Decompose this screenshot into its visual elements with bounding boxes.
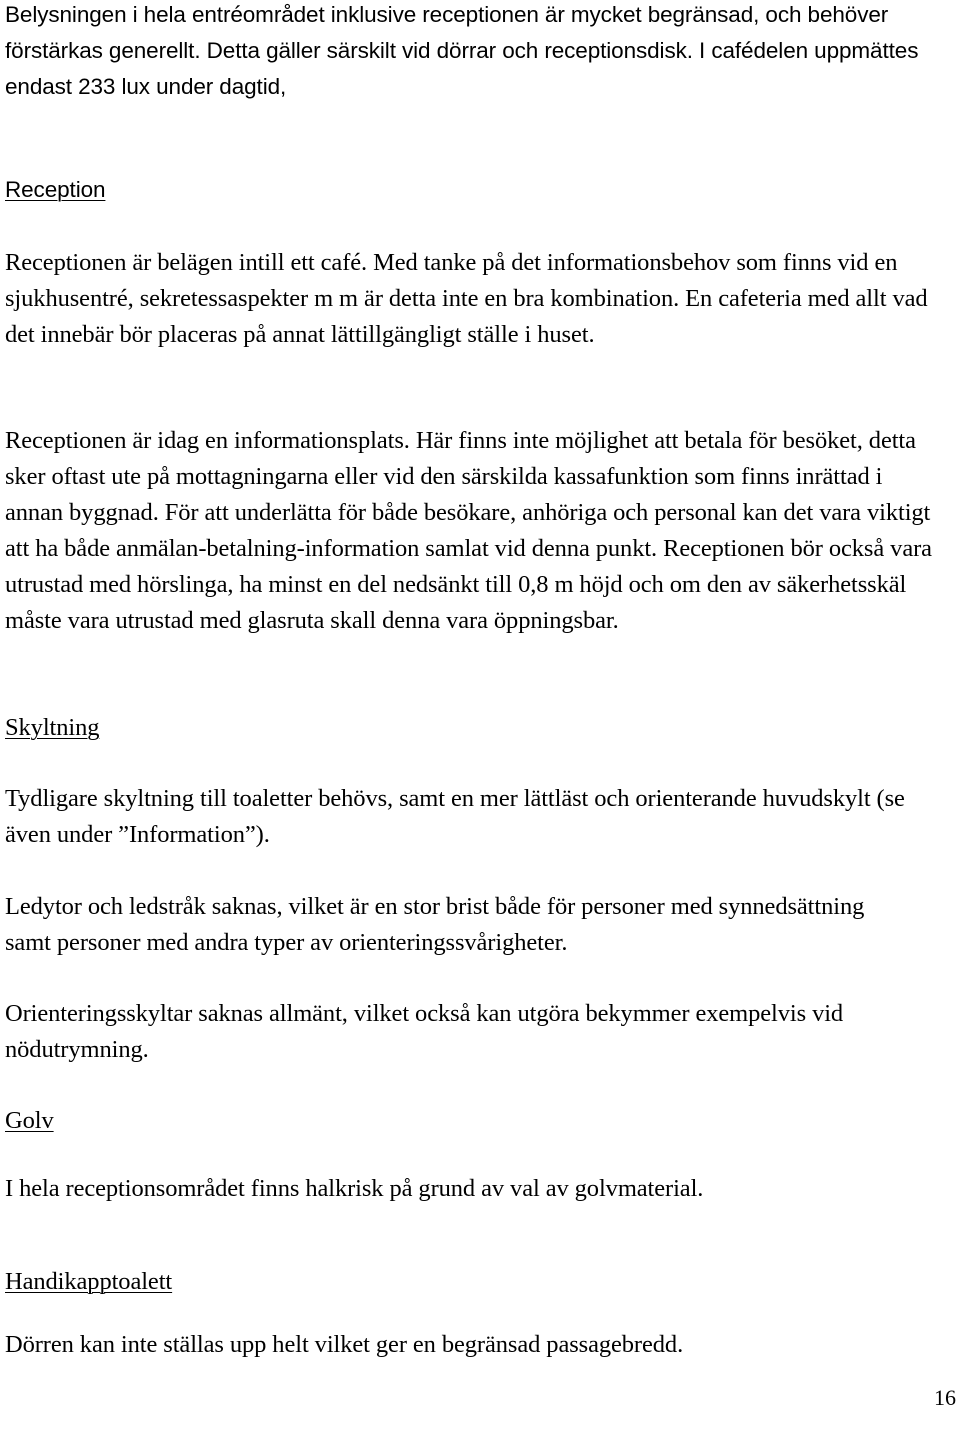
section-heading-golv: Golv <box>5 1107 54 1134</box>
intro-paragraph: Belysningen i hela entréområdet inklusive receptionen är mycket begränsad, och behöver förstärkas generellt. Detta gäller särskilt vid dörrar och receptionsdisk. I cafédelen uppmättes endast 233 lux under dagtid, <box>5 2 919 99</box>
reception-paragraph-2: Receptionen är idag en informationsplats. Här finns inte möjlighet att betala för besöket, detta sker oftast ute på mottagningarna eller vid den särskilda kassafunktion som finns inrättad i annan byggnad. För att underlätta för både besökare, anhöriga och personal kan det vara viktigt att ha både anmälan-betalning-information samlat vid denna punkt. Receptionen bör också vara utrustad med hörslinga, ha minst en del nedsänkt till 0,8 m höjd och om den av säkerhetsskäl måste vara utrustad med glasruta skall denna vara öppningsbar. <box>5 427 932 634</box>
page-number: 16 <box>934 1385 956 1410</box>
section-heading-reception: Reception <box>5 177 106 202</box>
skyltning-paragraph-1: Tydligare skyltning till toaletter behövs, samt en mer lättläst och orienterande huvudskylt (se även under ”Information”). <box>5 785 905 848</box>
section-heading-handikapptoalett: Handikapptoalett <box>5 1268 173 1295</box>
skyltning-paragraph-3: Orienteringsskyltar saknas allmänt, vilket också kan utgöra bekymmer exempelvis vid nödutrymning. <box>5 1000 844 1063</box>
handikapptoalett-paragraph-1: Dörren kan inte ställas upp helt vilket ger en begränsad passagebredd. <box>5 1331 684 1358</box>
golv-paragraph-1: I hela receptionsområdet finns halkrisk på grund av val av golvmaterial. <box>5 1175 704 1202</box>
section-heading-skyltning: Skyltning <box>5 714 100 741</box>
reception-paragraph-1: Receptionen är belägen intill ett café. Med tanke på det informationsbehov som finns vid en sjukhusentré, sekretessaspekter m m är detta inte en bra kombination. En cafeteria med allt vad det innebär bör placeras på annat lättillgängligt ställe i huset. <box>5 249 928 348</box>
skyltning-paragraph-2: Ledytor och ledstråk saknas, vilket är en stor brist både för personer med synnedsättning samt personer med andra typer av orienteringssvårigheter. <box>5 893 865 956</box>
